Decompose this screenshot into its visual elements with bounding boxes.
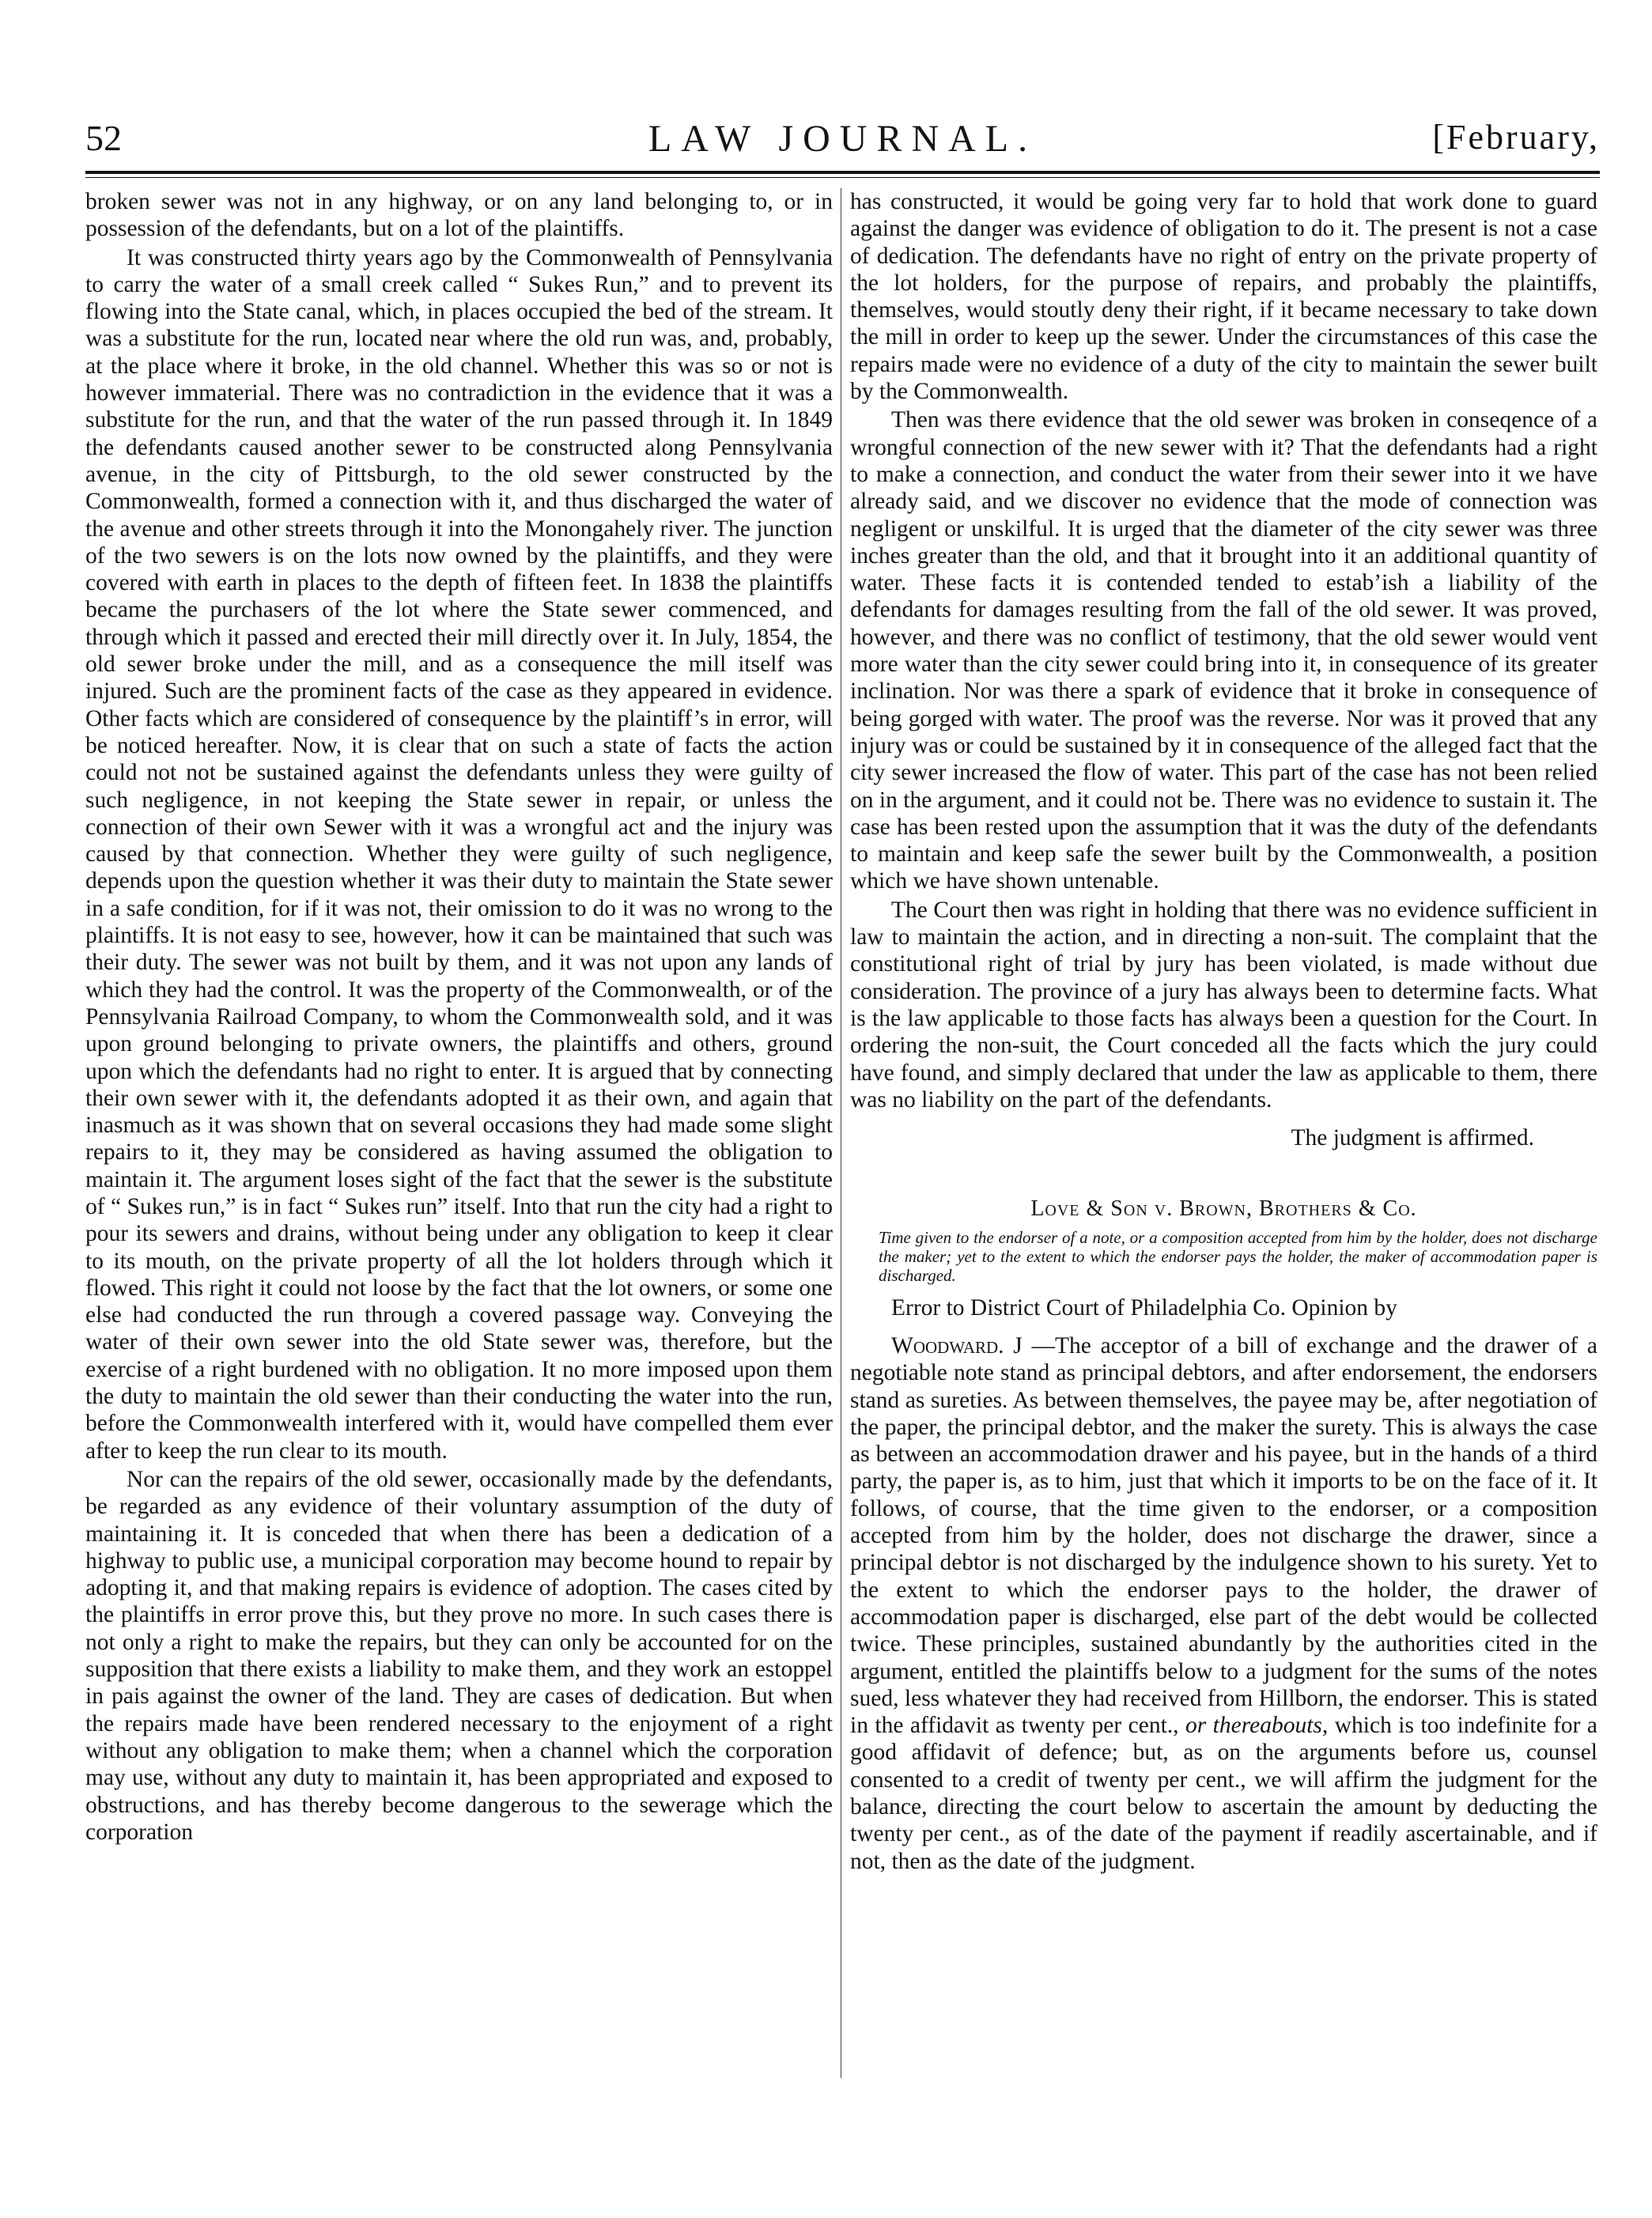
procedural-note: Error to District Court of Philadelphia Co. Opinion by	[891, 1294, 1397, 1321]
paragraph: Then was there evidence that the old sewer was broken in conseqence of a wrongful connection of the new sewer with it? That the defendants had a right to make a connection, and conduct the water from their sewer into it we have already said, and we discover no evidence that the mode of connection was negligent or unskilful. It is urged that the diameter of the city sewer was three inches greater than the old, and that it brought into it an additional quantity of water. These facts it is contended tended to estab’ish a liability of the defendants for damages resulting from the fall of the old sewer. It was proved, however, and there was no conflict of testimony, that the old sewer would vent more water than the city sewer could bring into it, in consequence of its greater inclination. Nor was there a spark of evidence that it broke in consequence of being gorged with water. The proof was the reverse. Nor was it proved that any injury was or could be sustained by it in consequence of the alleged fact that the city sewer increased the flow of water. This part of the case has not been relied on in the argument, and it could not be. There was no evidence to sustain it. The case has been rested upon the assumption that it was the duty of the defendants to maintain and keep safe the sewer built by the Commonwealth, a position which we have shown untenable.	[850, 407, 1597, 894]
right-column	[850, 188, 1597, 1876]
paragraph: The Court then was right in holding that there was no evidence sufficient in law to maintain the action, and in directing a non-suit. The complaint that the constitutional right of trial by jury has been violated, is made without due consideration. The province of a jury has always been to determine facts. What is the law applicable to those facts has always been a question for the Court. In ordering the non-suit, the Court conceded all the facts which the jury could have found, and simply declared that under the law as applicable to them, there was no liability on the part of the defendants.	[850, 897, 1597, 1113]
issue-month: [February,	[1432, 118, 1600, 157]
paragraph: broken sewer was not in any highway, or on any land belonging to, or in possession of the defendants, but on a lot of the plaintiffs.	[85, 189, 833, 242]
opinion-paragraph	[850, 1332, 1597, 1875]
opinion-italic: or thereabouts,	[1185, 1713, 1329, 1739]
opinion-text: —The acceptor of a bill of exchange and the drawer of a negotiable note stand as principal debtors, and after endorsement, the endorsers stand as sureties. As between themselves, the payee may be, after negotiation of the paper, the principal debtor, and the maker the surety. This is always the case as between an accommodation drawer and his payee, but in the hands of a third party, the paper is, as to him, just that which it imports to be on the face of it. It follows, of course, that the time given to the endorser, or a composition accepted from him by the holder, does not discharge the drawer, since a principal debtor is not discharged by the indulgence shown to his surety. Yet to the extent to which the endorser pays to the holder, the drawer of accommodation paper is discharged, else part of the debt would be collected twice. These principles, sustained abundantly by the authorities cited in the argument, entitled the plaintiffs below to a judgment for the sums of the notes sued, less whatever they had received from Hillborn, the endorser. This is stated in the affidavit as twenty per cent.,	[850, 1332, 1598, 1739]
opinion-text-end: which is too indefinite for a good affidavit of defence; but, as on the arguments before us, counsel consented to a credit of twenty per cent., we will affirm the judgment for the balance, directing the court below to ascertain the amount by deducting the twenty per cent., as of the date of the payment if readily ascertainable, and if not, then as the date of the judgment.	[850, 1713, 1598, 1874]
header-rule-thin	[85, 177, 1600, 178]
case-title: Love & Son v. Brown, Brothers & Co.	[1030, 1196, 1417, 1222]
headnote: Time given to the endorser of a note, or a composition accepted from him by the holder, does not discharge the maker; yet to the extent to which the endorser pays the holder, the maker of accommodation paper is discharged.	[879, 1227, 1597, 1285]
left-column	[85, 188, 833, 1847]
page-number: 52	[85, 118, 122, 158]
judgment-line: The judgment is affirmed.	[1291, 1125, 1534, 1151]
paragraph: Nor can the repairs of the old sewer, occasionally made by the defendants, be regarded as any evidence of their voluntary assumption of the duty of maintaining it. It is conceded that when there has been a dedication of a highway to public use, a municipal corporation may become hound to repair by adopting it, and that making repairs is evidence of adoption. The cases cited by the plaintiffs in error prove this, but they prove no more. In such cases there is not only a right to make the repairs, but they can only be accounted for on the supposition that there exists a liability to make them, and they work an estoppel in pais against the owner of the land. They are cases of dedication. But when the repairs made have been rendered necessary to the enjoyment of a right without any obligation to make them; when a channel which the corporation may use, without any duty to maintain it, has been appropriated and exposed to obstructions, and has thereby become dangerous to the sewerage which the corporation	[85, 1466, 833, 1845]
running-header	[85, 117, 1600, 164]
opinion-author: Woodward. J	[891, 1332, 1023, 1358]
journal-title: LAW JOURNAL.	[648, 118, 1038, 160]
header-rule	[85, 171, 1600, 174]
paragraph: It was constructed thirty years ago by the Commonwealth of Pennsylvania to carry the water of a small creek called “ Sukes Run,” and to prevent its flowing into the State canal, which, in places occupied the bed of the stream. It was a substitute for the run, located near where the old run was, and, probably, at the place where it broke, in the old channel. Whether this was so or not is however immaterial. There was no contradiction in the evidence that it was a substitute for the run, and that the water of the run passed through it. In 1849 the defendants caused another sewer to be constructed along Pennsylvania avenue, in the city of Pittsburgh, to the old sewer constructed by the Commonwealth, formed a connection with it, and thus discharged the water of the avenue and other streets through it into the Monongahely river. The junction of the two sewers is on the lots now owned by the plaintiffs, and they were covered with earth in places to the depth of fifteen feet. In 1838 the plaintiffs became the purchasers of the lot where the State sewer commenced, and through which it passed and erected their mill directly over it. In July, 1854, the old sewer broke under the mill, and as a consequence the mill itself was injured. Such are the prominent facts of the case as they appeared in evidence. Other facts which are considered of consequence by the plaintiff’s in error, will be noticed hereafter. Now, it is clear that on such a state of facts the action could not not be sustained against the defendants unless they were guilty of such negligence, in not keeping the State sewer in repair, or unless the connection of their own Sewer with it was a wrongful act and the injury was caused by that connection. Whether they were guilty of such negligence, depends upon the question whether it was their duty to maintain the State sewer in a safe condition, for if it was not, their omission to do it was no wrong to the plaintiffs. It is not easy to see, however, how it can be maintained that such was their duty. The sewer was not built by them, and it was not upon any lands of which they had the control. It was the property of the Commonwealth, or of the Pennsylvania Railroad Company, to whom the Commonwealth sold, and it was upon ground belonging to private owners, the plaintiffs and others, ground upon which the defendants had no right to enter. It is argued that by connecting their own sewer with it, the defendants adopted it as their own, and again that inasmuch as it was shown that on several occasions they had made some slight repairs to it, they may be considered as having assumed the obligation to maintain it. The argument loses sight of the fact that the sewer is the substitute of “ Sukes run,” is in fact “ Sukes run” itself. Into that run the city had a right to pour its sewers and drains, without being under any obligation to keep it clear to its mouth, on the private property of all the lot holders through which it flowed. This right it could not loose by the fact that the lot owners, or some one else had conducted the run through a covered passage way. Conveying the water of their own sewer into the old State sewer was, therefore, but the exercise of a right burdened with no obligation. It no more imposed upon them the duty to maintain the old sewer than their conducting the water into the run, before the Commonwealth interfered with it, would have compelled them ever after to keep the run clear to its mouth.	[85, 244, 833, 1464]
paragraph: has constructed, it would be going very far to hold that work done to guard against the danger was evidence of obligation to do it. The present is not a case of dedication. The defendants have no right of entry on the private property of the lot holders, for the purpose of repairs, and probably the plaintiffs, themselves, would stoutly deny their right, if it became necessary to take down the mill in order to keep up the sewer. Under the circumstances of this case the repairs made were no evidence of a duty of the city to maintain the sewer built by the Commonwealth.	[850, 189, 1597, 405]
